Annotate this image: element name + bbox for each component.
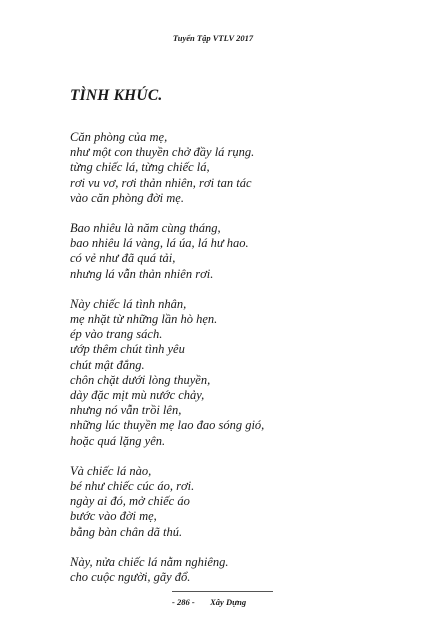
verse-line: mẹ nhặt từ những lần hò hẹn. — [70, 312, 218, 327]
verse-line: ướp thêm chút tình yêu — [70, 342, 185, 357]
verse-line: Bao nhiêu là năm cùng tháng, — [70, 221, 221, 236]
footer-divider — [172, 591, 273, 592]
poem-stanza — [70, 297, 370, 449]
verse-line: ngày ai đó, mở chiếc áo — [70, 494, 190, 509]
verse-line: có vẻ như đã quá tải, — [70, 251, 176, 266]
poem-stanza — [70, 130, 370, 206]
poem-stanza — [70, 221, 370, 282]
verse-line: vào căn phòng đời mẹ. — [70, 190, 184, 205]
footer-author: Xây Dựng — [210, 597, 247, 607]
verse-line: hoặc quá lặng yên. — [70, 433, 166, 448]
page-number: - 286 - — [172, 597, 195, 607]
verse-line: những lúc thuyền mẹ lao đao sóng gió, — [70, 418, 265, 433]
verse-line: Này chiếc lá tình nhân, — [70, 296, 187, 311]
verse-line: bé như chiếc cúc áo, rơi. — [70, 479, 195, 494]
verse-line: từng chiếc lá, từng chiếc lá, — [70, 160, 210, 175]
verse-line: nhưng nó vẫn trồi lên, — [70, 403, 182, 418]
verse-line: như một con thuyền chở đầy lá rụng. — [70, 145, 255, 160]
running-header: Tuyển Tập VTLV 2017 — [172, 33, 254, 43]
verse-line: nhưng lá vẫn thản nhiên rơi. — [70, 266, 214, 281]
poem-body — [70, 130, 370, 600]
verse-line: dày đặc mịt mù nước chảy, — [70, 388, 205, 403]
verse-line: chôn chặt dưới lòng thuyền, — [70, 372, 211, 387]
verse-line: chút mật đắng. — [70, 357, 145, 372]
verse-line: cho cuộc người, gãy đổ. — [70, 570, 191, 585]
verse-line: bước vào đời mẹ, — [70, 509, 157, 524]
poem-stanza — [70, 555, 370, 585]
poem-stanza — [70, 464, 370, 540]
poem-title: TÌNH KHÚC. — [70, 87, 163, 104]
verse-line: bằng bàn chân dã thú. — [70, 524, 183, 539]
verse-line: Và chiếc lá nào, — [70, 463, 152, 478]
verse-line: bao nhiêu lá vàng, lá úa, lá hư hao. — [70, 236, 249, 251]
verse-line: Căn phòng của mẹ, — [70, 130, 168, 144]
page-footer — [172, 597, 246, 607]
verse-line: Này, nửa chiếc lá nằm nghiêng. — [70, 554, 229, 569]
verse-line: ép vào trang sách. — [70, 327, 163, 342]
verse-line: rơi vu vơ, rơi thản nhiên, rơi tan tác — [70, 175, 252, 190]
